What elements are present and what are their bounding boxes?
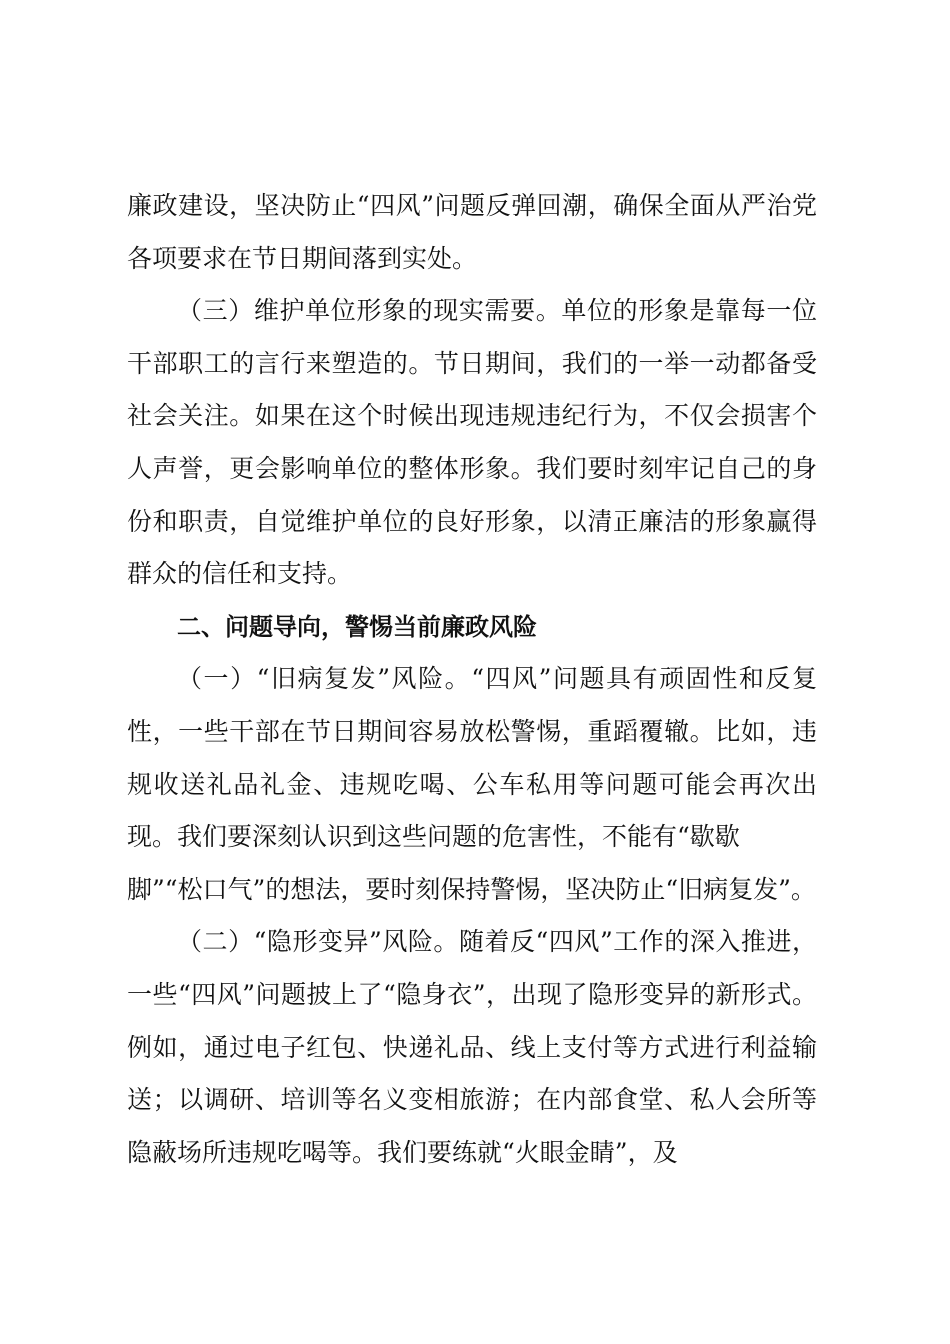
paragraph-section-2-1 [127,653,817,916]
paragraph-section-2-2: （二）“隐形变异”风险。随着反“四风”工作的深入推进，一些“四风”问题披上了“隐身衣”，出现了隐形变异的新形式。例如，通过电子红包、快递礼品、线上支付等方式进行利益输送；以调研、培训等名义变相旅游；在内部食堂、私人会所等隐蔽场所违规吃喝等。我们要练就“火眼金睛”，及 [127,927,817,1167]
section-heading-2: 二、问题导向，警惕当前廉政风险 [177,612,537,641]
paragraph-section-2-1-part-1: （一）“旧病复发”风险。“四风”问题具有顽固性和反复性，一些干部在节日期间容易放松警惕，重蹈覆辙。比如，违规收送礼品礼金、违规吃喝、公车私用等问题可能会再次出现。我们要深刻认识到这些问题的危害性，不能有“歇歇 [127,664,817,852]
paragraph-section-1-3: （三）维护单位形象的现实需要。单位的形象是靠每一位干部职工的言行来塑造的。节日期间，我们的一举一动都备受社会关注。如果在这个时候出现违规违纪行为，不仅会损害个人声誉，更会影响单位的整体形象。我们要时刻牢记自己的身份和职责，自觉维护单位的良好形象，以清正廉洁的形象赢得群众的信任和支持。 [127,296,817,589]
paragraph-section-2-1-part-2: 脚”“松口气”的想法，要时刻保持警惕，坚决防止“旧病复发”。 [127,874,816,904]
paragraph-continued: 廉政建设，坚决防止“四风”问题反弹回潮，确保全面从严治党各项要求在节日期间落到实处。 [127,191,817,273]
document-body [127,180,817,1179]
